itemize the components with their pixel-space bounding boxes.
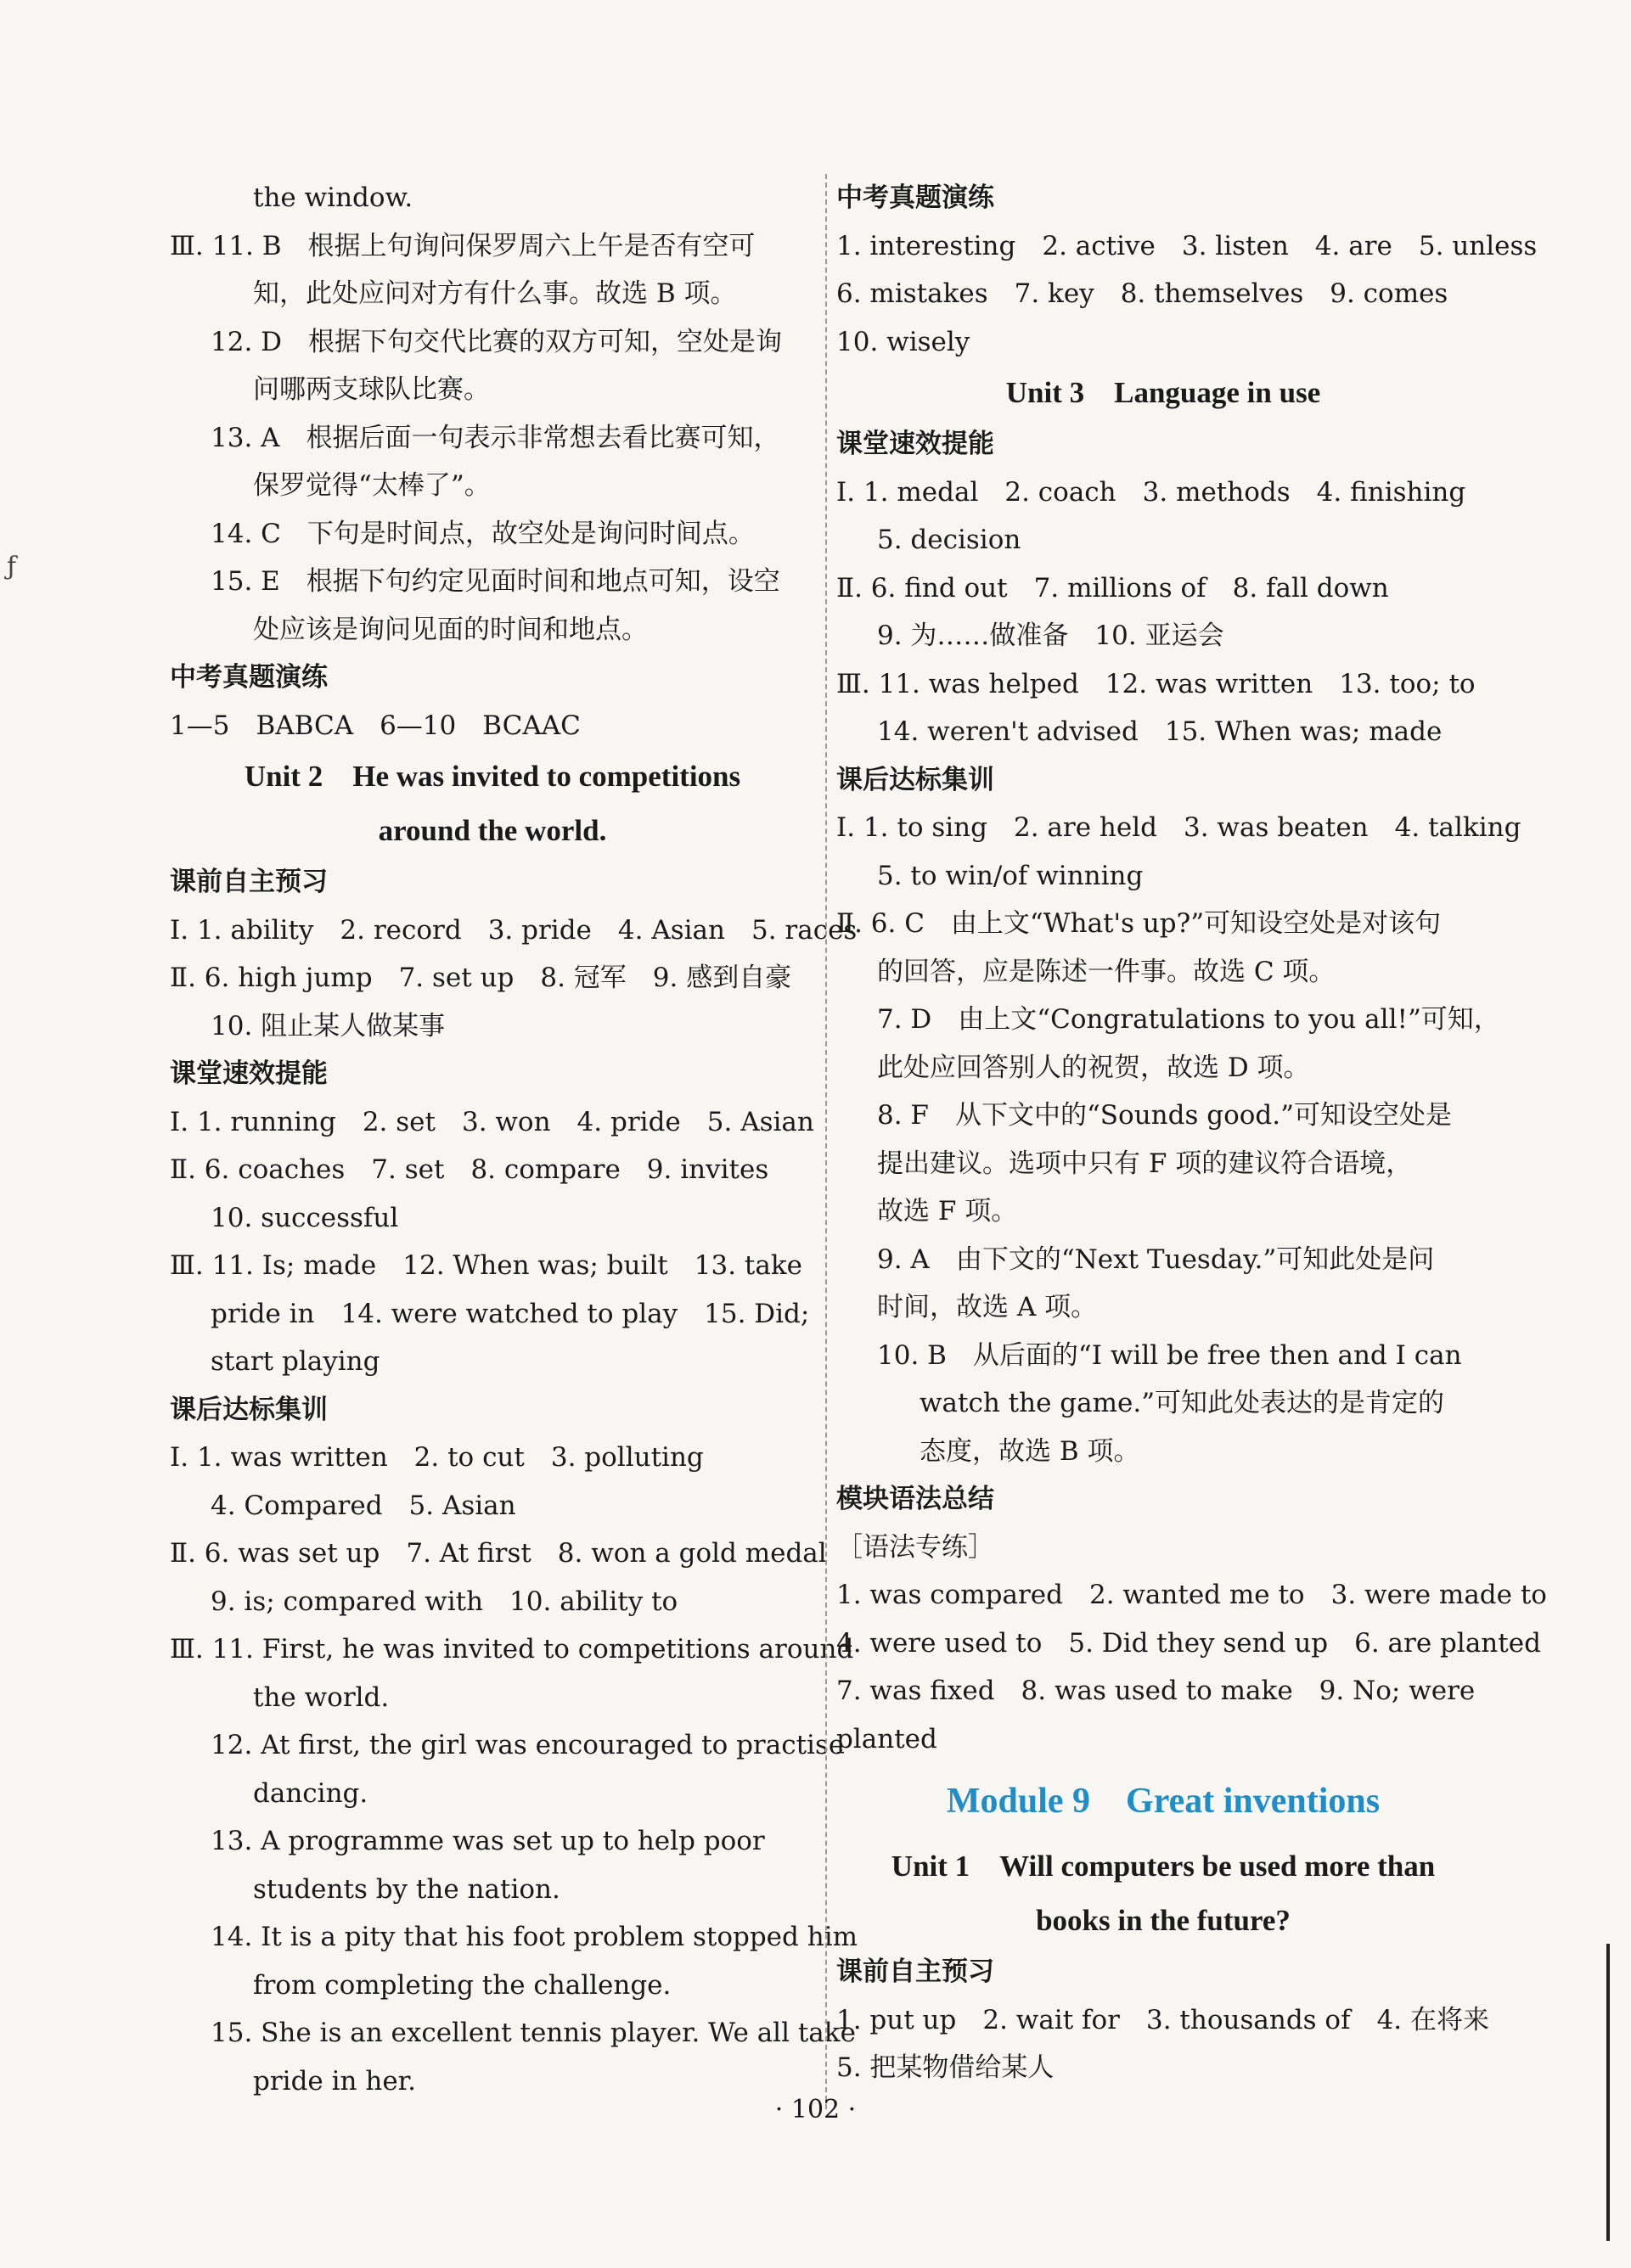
text-line: pride in her.	[253, 2065, 416, 2097]
module-title: Module 9 Great inventions	[946, 1782, 1381, 1821]
text-line: watch the game.”可知此处表达的是肯定的	[920, 1388, 1445, 1418]
section-heading: 中考真题演练	[170, 662, 328, 693]
unit-title: Unit 1 Will computers be used more than	[891, 1850, 1436, 1883]
section-heading: 课堂速效提能	[836, 429, 994, 459]
text-line: 的回答，应是陈述一件事。故选 C 项。	[877, 956, 1336, 987]
text-line: 处应该是询问见面的时间和地点。	[253, 614, 648, 645]
unit-title: Unit 3 Language in use	[1005, 376, 1321, 409]
text-line: 9. is; compared with 10. ability to	[211, 1586, 678, 1617]
text-line: 14. C 下句是时间点，故空处是询问时间点。	[211, 518, 755, 549]
text-line: 提出建议。选项中只有 F 项的建议符合语境，	[877, 1148, 1413, 1179]
text-line: Ⅰ. 1. running 2. set 3. won 4. pride 5. Asian	[170, 1106, 814, 1137]
text-line: 15. She is an excellent tennis player. We all take	[211, 2018, 856, 2048]
page-edge-shadow	[1606, 1944, 1610, 2241]
subsection-label: ［语法专练］	[836, 1531, 994, 1563]
text-line: 1. interesting 2. active 3. listen 4. are 5. unless	[836, 230, 1538, 261]
column-divider	[825, 174, 827, 2109]
page-number: · 102 ·	[774, 2095, 857, 2125]
section-heading: 课堂速效提能	[170, 1058, 328, 1089]
text-line: 态度，故选 B 项。	[920, 1435, 1140, 1467]
text-line: 保罗觉得“太棒了”。	[253, 470, 491, 501]
text-line: Ⅱ. 6. was set up 7. At first 8. won a gold medal	[170, 1538, 827, 1569]
text-line: 知，此处应问对方有什么事。故选 B 项。	[253, 278, 737, 309]
text-line: 1—5 BABCA 6—10 BCAAC	[170, 710, 581, 741]
text-line: 10. wisely	[836, 326, 970, 357]
text-line: 10. B 从后面的“I will be free then and I can	[877, 1339, 1462, 1371]
text-line: 14. weren't advised 15. When was; made	[877, 716, 1443, 747]
unit-title: Unit 2 He was invited to competitions	[244, 760, 741, 793]
text-line: 1. put up 2. wait for 3. thousands of 4. 在将来	[836, 2004, 1490, 2035]
text-line: Ⅱ. 6. coaches 7. set 8. compare 9. invites	[170, 1154, 769, 1185]
unit-title: around the world.	[378, 814, 607, 847]
text-line: 4. Compared 5. Asian	[211, 1490, 516, 1521]
section-heading: 课前自主预习	[836, 1956, 994, 1987]
section-heading: 模块语法总结	[836, 1484, 994, 1514]
text-line: 4. were used to 5. Did they send up 6. are planted	[836, 1627, 1541, 1659]
text-line: Ⅱ. 6. high jump 7. set up 8. 冠军 9. 感到自豪	[170, 963, 792, 993]
text-line: Ⅲ. 11. B 根据上句询问保罗周六上午是否有空可	[170, 230, 756, 261]
text-line: 时间，故选 A 项。	[877, 1292, 1098, 1322]
right-column	[836, 174, 1547, 2092]
text-line: 8. F 从下文中的“Sounds good.”可知设空处是	[877, 1100, 1452, 1131]
margin-mark: ƒ	[7, 552, 17, 581]
text-line: 10. 阻止某人做某事	[211, 1010, 446, 1041]
text-line: from completing the challenge.	[253, 1969, 672, 2001]
text-line: 9. 为……做准备 10. 亚运会	[877, 620, 1224, 651]
text-line: the window.	[253, 182, 413, 213]
text-line: Ⅱ. 6. C 由上文“What's up?”可知设空处是对该句	[836, 908, 1442, 939]
unit-title: books in the future?	[1036, 1904, 1291, 1937]
text-line: 12. At first, the girl was encouraged to practise	[211, 1730, 845, 1760]
text-line: 1. was compared 2. wanted me to 3. were made to	[836, 1580, 1547, 1610]
text-line: Ⅰ. 1. medal 2. coach 3. methods 4. finishing	[836, 476, 1466, 508]
section-heading: 课前自主预习	[170, 867, 328, 897]
text-line: 13. A 根据后面一句表示非常想去看比赛可知，	[211, 422, 780, 453]
section-heading: 中考真题演练	[836, 182, 994, 213]
text-line: Ⅲ. 11. was helped 12. was written 13. too; to	[836, 668, 1476, 699]
text-line: dancing.	[253, 1777, 368, 1809]
text-line: 6. mistakes 7. key 8. themselves 9. comes	[836, 278, 1448, 309]
text-line: 5. 把某物借给某人	[836, 2052, 1055, 2083]
text-line: 5. to win/of winning	[877, 860, 1144, 891]
text-line: 15. E 根据下句约定见面时间和地点可知，设空	[211, 566, 780, 597]
text-line: start playing	[211, 1346, 380, 1377]
left-column	[170, 174, 858, 2105]
text-line: 14. It is a pity that his foot problem stopped him	[211, 1922, 858, 1952]
text-line: students by the nation.	[253, 1873, 560, 1905]
text-line: 此处应回答别人的祝贺，故选 D 项。	[877, 1052, 1310, 1083]
text-line: 问哪两支球队比赛。	[253, 374, 490, 405]
text-line: 7. was fixed 8. was used to make 9. No; were	[836, 1676, 1476, 1706]
text-line: Ⅲ. 11. Is; made 12. When was; built 13. take	[170, 1250, 802, 1281]
text-line: Ⅰ. 1. to sing 2. are held 3. was beaten 4. talking	[836, 812, 1521, 843]
section-heading: 课后达标集训	[170, 1394, 328, 1425]
text-line: the world.	[253, 1681, 390, 1713]
text-line: 10. successful	[211, 1202, 399, 1233]
text-line: 5. decision	[877, 525, 1021, 555]
text-line: Ⅰ. 1. ability 2. record 3. pride 4. Asian 5. races	[170, 914, 858, 946]
section-heading: 课后达标集训	[836, 764, 994, 795]
text-line: pride in 14. were watched to play 15. Did;	[211, 1298, 810, 1329]
text-line: Ⅰ. 1. was written 2. to cut 3. polluting	[170, 1442, 704, 1473]
text-line: Ⅲ. 11. First, he was invited to competitions around	[170, 1634, 854, 1665]
text-line: 9. A 由下文的“Next Tuesday.”可知此处是问	[877, 1243, 1435, 1275]
text-line: 13. A programme was set up to help poor	[211, 1826, 765, 1856]
text-line: 12. D 根据下句交代比赛的双方可知，空处是询	[211, 326, 783, 357]
text-line: 7. D 由上文“Congratulations to you all!”可知，	[877, 1004, 1500, 1035]
text-line: Ⅱ. 6. find out 7. millions of 8. fall down	[836, 572, 1389, 603]
text-line: 故选 F 项。	[877, 1196, 1018, 1227]
text-line: planted	[836, 1723, 937, 1754]
